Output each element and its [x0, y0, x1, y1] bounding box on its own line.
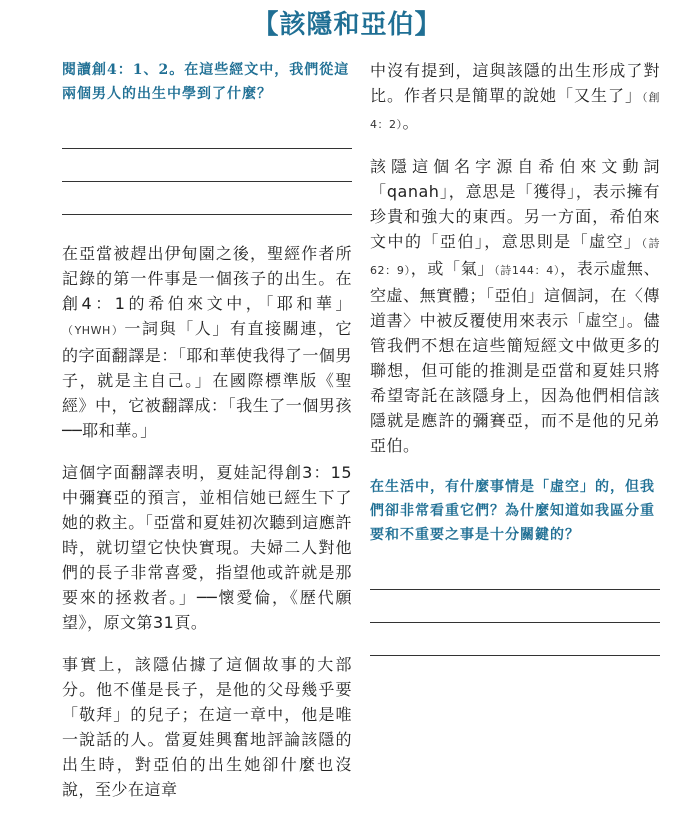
- body-paragraph: [62, 241, 352, 443]
- paragraph-text: 該隱這個名字源自希伯來文動詞「qanah」，意思是「獲得」，表示擁有珍貴和強大的東西。另一方面，希伯來文中的「亞伯」，意思則是「虛空」: [370, 157, 660, 251]
- answer-line[interactable]: [62, 182, 352, 215]
- body-paragraph: [370, 58, 660, 137]
- right-column: [370, 58, 660, 656]
- answer-lines: [62, 116, 352, 215]
- answer-line[interactable]: [370, 623, 660, 656]
- answer-lines: [370, 557, 660, 656]
- answer-line[interactable]: [370, 557, 660, 590]
- answer-line[interactable]: [370, 590, 660, 623]
- page-title: 【該隱和亞伯】: [252, 10, 442, 40]
- paragraph-text: 。: [402, 113, 420, 132]
- scripture-reference: （創4：2）: [370, 91, 660, 131]
- paragraph-text: ，表示虛無、空虛、無實體；「亞伯」這個詞，在〈傳道書〉中被反覆使用來表示「虛空」。儘管我們不想在這些簡短經文中做更多的聯想，但可能的推測是亞當和夏娃只將希望寄託在該隱身上，因為他們相信該隱就是應許的彌賽亞，而不是他的兄弟亞伯。: [370, 259, 660, 455]
- answer-line[interactable]: [62, 149, 352, 182]
- study-question: 閱讀創4：1、2。在這些經文中，我們從這兩個男人的出生中學到了什麼？: [62, 62, 350, 102]
- body-paragraph: 這個字面翻譯表明，夏娃記得創3：15中彌賽亞的預言，並相信她已經生下了她的救主。「亞當和夏娃初次聽到這應許時，就切望它快快實現。夫婦二人對他們的長子非常喜愛，指望他或許就是那要來的拯救者。」──懷愛倫，《歷代願望》，原文第31頁。: [62, 463, 352, 632]
- hebrew-transliteration: （YHWH）: [62, 324, 125, 337]
- answer-line[interactable]: [62, 116, 352, 149]
- body-paragraph: 事實上，該隱佔據了這個故事的大部分。他不僅是長子，是他的父母幾乎要「敬拜」的兒子；在這一章中，他是唯一說話的人。當夏娃興奮地評論該隱的出生時，對亞伯的出生她卻什麼也沒說，至少在這章: [62, 655, 352, 799]
- paragraph-text: 在亞當被趕出伊甸園之後，聖經作者所記錄的第一件事是一個孩子的出生。在創4：1的希伯來文中，「耶和華」: [62, 244, 352, 313]
- scripture-reference: （詩62：9）: [370, 237, 660, 277]
- reflection-question: 在生活中，有什麼事情是「虛空」的，但我們卻非常看重它們？為什麼知道如我區分重要和不重要之事是十分關鍵的？: [370, 479, 655, 543]
- paragraph-text: ，或「氣」: [410, 259, 495, 278]
- paragraph-text: 一詞與「人」有直接關連，它的字面翻譯是：「耶和華使我得了一個男子，就是主自己。」在國際標準版《聖經》中，它被翻譯成：「我生了一個男孩──耶和華。」: [62, 319, 352, 440]
- scripture-reference: （詩144：4）: [494, 264, 561, 277]
- body-paragraph: [370, 154, 660, 458]
- paragraph-text: 中沒有提到，這與該隱的出生形成了對比。作者只是簡單的說她「又生了」: [370, 61, 660, 105]
- left-column: [62, 58, 352, 819]
